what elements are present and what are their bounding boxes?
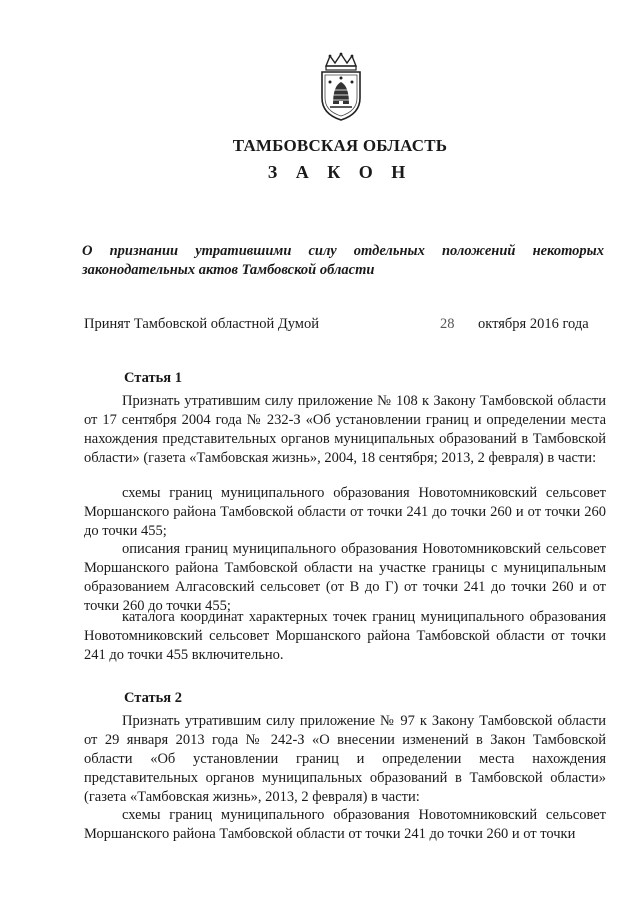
adoption-date: октября 2016 года: [478, 316, 589, 332]
adoption-day: 28: [440, 316, 455, 332]
adoption-label: Принят Тамбовской областной Думой: [84, 316, 319, 332]
article-1-paragraph: Признать утратившим силу приложение № 108 к Закону Тамбовской области от 17 сентября 2004 года № 232-З «Об установлении границ и определении места нахождения представительных органов муниципальных образований в Тамбовской области» (газета «Тамбовская жизнь», 2004, 18 сентября; 2013, 2 февраля) в части:: [84, 393, 606, 466]
document-type-heading: З А К О Н: [267, 162, 413, 182]
article-2-heading: Статья 2: [124, 690, 182, 706]
law-title: О признании утратившими силу отдельных положений некоторых законодательных актов Тамбовской области: [82, 243, 604, 278]
region-heading: ТАМБОВСКАЯ ОБЛАСТЬ: [232, 136, 448, 155]
article-2-paragraph: Признать утратившим силу приложение № 97 к Закону Тамбовской области от 29 января 2013 года № 242-З «О внесении изменений в Закон Тамбовской области «Об установлении границ и определении места нахождения представительных органов муниципальных образований в Тамбовской области» (газета «Тамбовская жизнь», 2013, 2 февраля) в части:: [84, 713, 606, 805]
article-1-paragraph: описания границ муниципального образования Новотомниковский сельсовет Моршанского района Тамбовской области на участке границы с муниципальным образованием Алгасовский сельсовет (от В до Г) от точки 241 до точки 260 и от точки 260 до точки 455;: [84, 541, 606, 614]
coat-of-arms-icon: [318, 52, 364, 122]
article-1-heading: Статья 1: [124, 370, 182, 386]
article-2-paragraph: схемы границ муниципального образования Новотомниковский сельсовет Моршанского района Тамбовской области от точки 241 до точки 260 и от точки: [84, 807, 606, 842]
article-1-paragraph: каталога координат характерных точек границ муниципального образования Новотомниковский сельсовет Моршанского района Тамбовской области от точки 241 до точки 455 включительно.: [84, 609, 606, 663]
article-1-paragraph: схемы границ муниципального образования Новотомниковский сельсовет Моршанского района Тамбовской области от точки 241 до точки 260 и от точки 260 до точки 455;: [84, 485, 606, 539]
